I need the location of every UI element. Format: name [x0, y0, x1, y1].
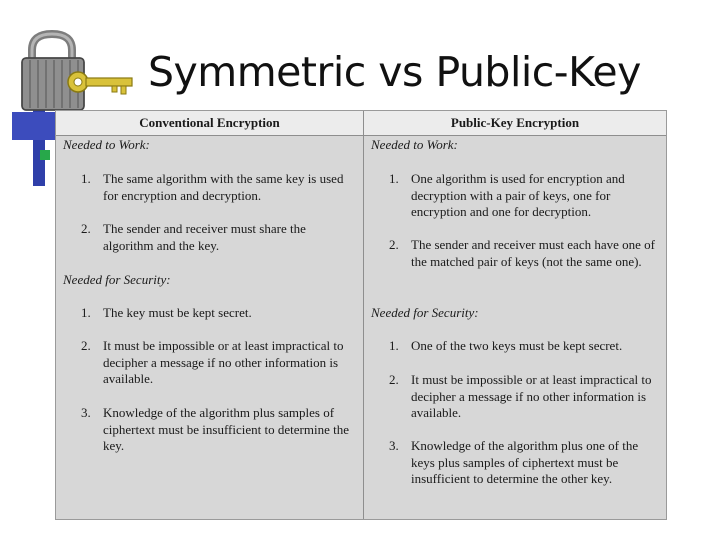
column-header-public-key: Public-Key Encryption	[450, 115, 580, 130]
item-text: The sender and receiver must each have one of the matched pair of keys (not the same one).	[411, 237, 655, 269]
item-number: 2.	[81, 338, 91, 353]
item-number: 1.	[389, 338, 399, 353]
item-number: 2.	[389, 372, 399, 387]
section-label: Needed to Work:	[63, 137, 150, 152]
conventional-column	[56, 135, 363, 519]
decorative-green-square	[40, 150, 50, 160]
item-text: One of the two keys must be kept secret.	[411, 338, 623, 353]
item-number: 1.	[81, 171, 91, 186]
section-label: Needed for Security:	[371, 305, 479, 320]
section-label: Needed to Work:	[371, 137, 458, 152]
item-number: 3.	[389, 438, 399, 453]
item-number: 3.	[81, 405, 91, 420]
item-text: The same algorithm with the same key is used for encryption and decryption.	[103, 171, 344, 203]
slide-title: Symmetric vs Public-Key	[148, 48, 641, 96]
public-key-column	[364, 135, 666, 519]
item-text: The key must be kept secret.	[103, 305, 252, 320]
comparison-table	[55, 110, 667, 520]
section-label: Needed for Security:	[63, 272, 171, 287]
item-text: One algorithm is used for encryption and decryption with a pair of keys, one for encryption and one for decryption.	[411, 171, 625, 219]
item-number: 2.	[81, 221, 91, 236]
item-text: Knowledge of the algorithm plus one of the keys plus samples of ciphertext must be insufficient to determine the other key.	[411, 438, 639, 486]
item-text: The sender and receiver must share the algorithm and the key.	[103, 221, 306, 253]
item-text: It must be impossible or at least impractical to decipher a message if no other information is available.	[103, 338, 344, 386]
item-text: Knowledge of the algorithm plus samples of ciphertext must be insufficient to determine the key.	[103, 405, 349, 453]
item-number: 1.	[389, 171, 399, 186]
item-number: 1.	[81, 305, 91, 320]
item-text: It must be impossible or at least impractical to decipher a message if no other information is available.	[411, 372, 652, 420]
key-icon	[66, 64, 136, 100]
column-header-conventional: Conventional Encryption	[139, 115, 280, 130]
item-number: 2.	[389, 237, 399, 252]
